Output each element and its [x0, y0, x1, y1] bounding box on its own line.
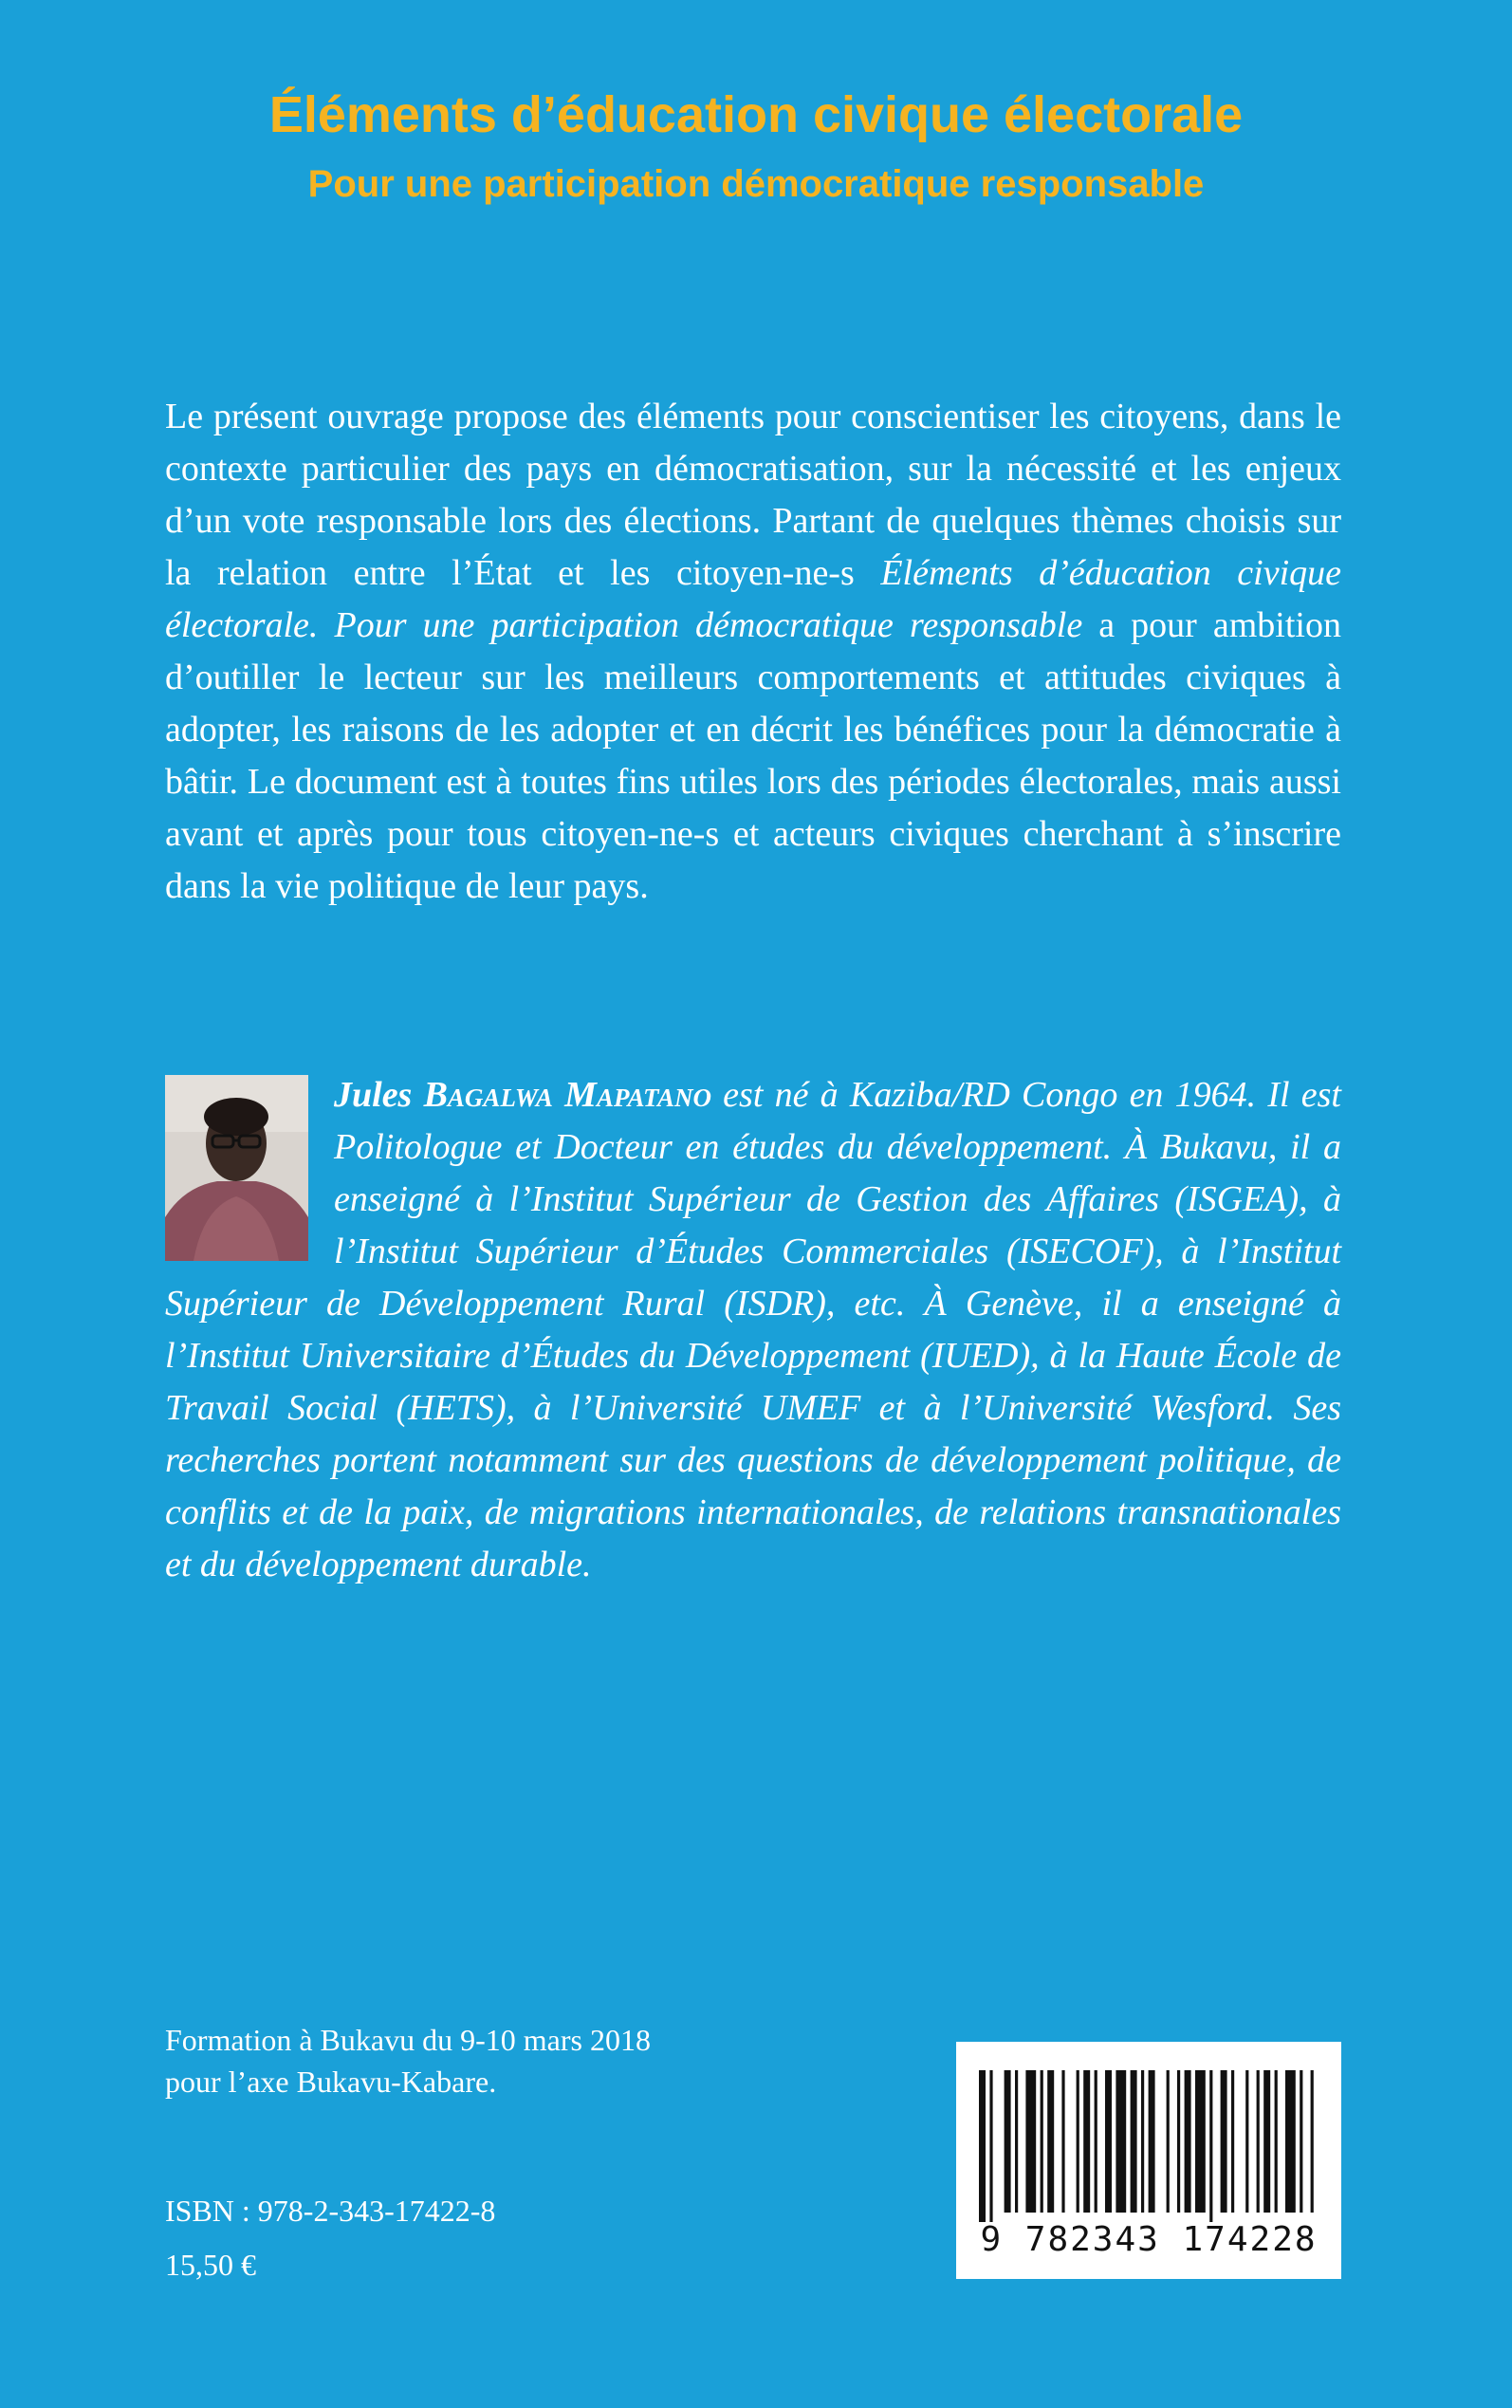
barcode-bar — [1275, 2070, 1278, 2213]
author-bio — [165, 1069, 1341, 1591]
barcode-bar — [1285, 2070, 1296, 2213]
barcode-bar — [1209, 2070, 1212, 2222]
barcode-bar — [1177, 2070, 1180, 2213]
barcode-bar — [1116, 2070, 1126, 2213]
barcode-bar — [989, 2070, 992, 2222]
isbn: ISBN : 978-2-343-17422-8 — [165, 2194, 496, 2228]
author-bio-text: est né à Kaziba/RD Congo en 1964. Il est Politologue et Docteur en études du développement. À Bukavu, il a enseigné à l’Institut Supérieur de Gestion des Affaires (ISGEA), à l’Institut Supérieur d’Études Commerciales (ISECOF), à l’Institut Supérieur de Développement Rural (ISDR), etc. À Genève, il a enseigné à l’Institut Universitaire d’Études du Développement (IUED), à la Haute École de Travail Social (HETS), à l’Université UMEF et à l’Université Wesford. Ses recherches portent notamment sur des questions de développement politique, de conflits et de la paix, de migrations internationales, de relations transnationales et du développement durable. — [165, 1075, 1341, 1584]
barcode-bar — [1105, 2070, 1112, 2213]
barcode — [956, 2042, 1341, 2279]
photo-spacer — [165, 1069, 334, 1269]
barcode-bar — [1041, 2070, 1043, 2213]
author-first-name: Jules — [334, 1075, 413, 1115]
barcode-bar — [1061, 2070, 1064, 2213]
photo-caption-line-2: pour l’axe Bukavu-Kabare. — [165, 2065, 497, 2099]
cover-titles — [0, 85, 1512, 207]
barcode-bars — [975, 2070, 1322, 2222]
barcode-bar — [1095, 2070, 1097, 2213]
barcode-bar — [1047, 2070, 1054, 2213]
barcode-bar — [1300, 2070, 1302, 2213]
summary-part-1: Le présent ouvrage propose des éléments pour conscientiser les citoyens, dans le contexte particulier des pays en démocratisation, sur la nécessité et les enjeux d’un vote responsable lors des élections. Partant de quelques thèmes choisis sur la relation entre l’État et les citoyen-ne-s — [165, 397, 1341, 593]
barcode-bar — [1167, 2070, 1170, 2213]
photo-caption-line-1: Formation à Bukavu du 9-10 mars 2018 — [165, 2023, 651, 2057]
photo-caption — [165, 2019, 651, 2102]
barcode-bar — [1005, 2070, 1011, 2213]
barcode-bar — [1231, 2070, 1234, 2213]
barcode-number: 9 782343 174228 — [980, 2220, 1318, 2259]
barcode-bar — [1083, 2070, 1090, 2213]
book-summary — [165, 391, 1341, 913]
barcode-bar — [1257, 2070, 1260, 2213]
book-title: Éléments d’éducation civique électorale — [268, 86, 1244, 143]
barcode-bar — [1141, 2070, 1144, 2213]
barcode-bar — [1077, 2070, 1079, 2213]
barcode-bar — [1025, 2070, 1036, 2213]
price: 15,50 € — [165, 2248, 256, 2282]
summary-italic-title: Éléments d’éducation civique électorale. Pour une participation démocratique responsable — [165, 553, 1341, 645]
barcode-bar — [979, 2070, 986, 2222]
summary-part-2: a pour ambition d’outiller le lecteur sur les meilleurs comportements et attitudes civiques à adopter, les raisons de les adopter et en décrit les bénéfices pour la démocratie à bâtir. Le document est à toutes fins utiles lors des périodes électorales, mais aussi avant et après pour tous citoyen-ne-s et acteurs civiques cherchant à s’inscrire dans la vie politique de leur pays. — [165, 605, 1341, 906]
barcode-bar — [1221, 2070, 1227, 2213]
barcode-bar — [1149, 2070, 1155, 2213]
barcode-bar — [1185, 2070, 1191, 2213]
book-subtitle: Pour une participation démocratique responsable — [307, 163, 1205, 206]
barcode-bar — [1131, 2070, 1137, 2213]
author-last-name: Bagalwa Mapatano — [423, 1075, 711, 1115]
barcode-bar — [1245, 2070, 1248, 2213]
barcode-bar — [1311, 2070, 1314, 2213]
barcode-bar — [1015, 2070, 1018, 2213]
barcode-bar — [1195, 2070, 1206, 2213]
barcode-bar — [1263, 2070, 1270, 2213]
